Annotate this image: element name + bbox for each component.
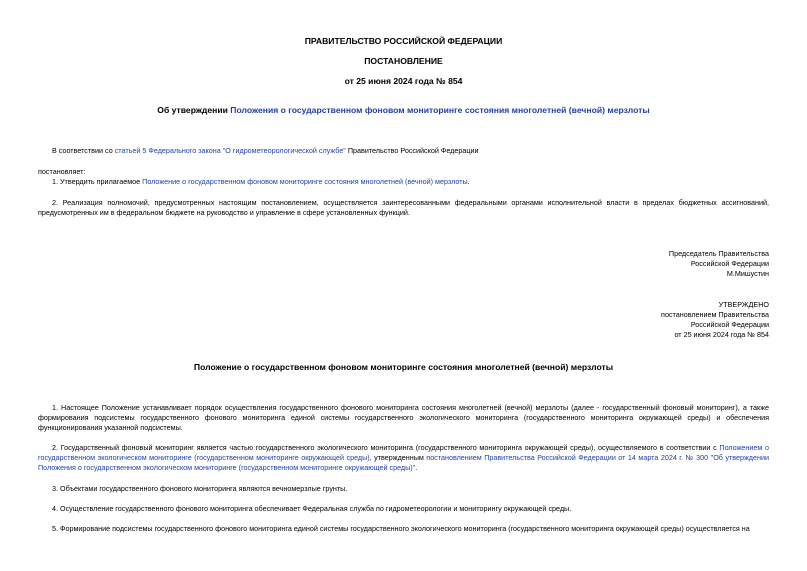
item-2: 2. Реализация полномочий, предусмотренных настоящим постановлением, осуществляется заинтересованными федеральными органами исполнительной власти в пределах бюджетных ассигнований, предусмотренных им в федеральном бюджете на руководство и управление в сфере установленных функций.	[38, 198, 769, 217]
signature-block	[569, 249, 769, 279]
signature-position: Председатель Правительства	[668, 249, 769, 258]
regulation-paragraph-3: 3. Объектами государственного фонового мониторинга являются вечномерзлые грунты.	[52, 484, 348, 493]
document-type-heading: ПОСТАНОВЛЕНИЕ	[364, 56, 443, 66]
approval-date-number: от 25 июня 2024 года № 854	[674, 330, 769, 339]
document-page	[38, 0, 769, 571]
approval-approved: УТВЕРЖДЕНО	[718, 300, 769, 309]
item-1-prefix: 1. Утвердить прилагаемое	[52, 177, 143, 186]
regulation-paragraph-2	[38, 443, 769, 473]
signature-name: М.Мишустин	[726, 269, 769, 278]
regulation-decree-300-link[interactable]: постановлением Правительства Российской Федерации от 14 марта 2024 г. № 300 "Об утверждении Положения о государственном экологическом мониторинге (государственном мониторинге окружающей среды)"	[38, 453, 769, 472]
regulation-paragraph-2-text-a: 2. Государственный фоновый мониторинг является частью государственного экологического мониторинга (государственного мониторинга окружающей среды), осуществляемого в соответствии с	[52, 443, 720, 452]
document-title	[38, 105, 769, 115]
regulation-title: Положение о государственном фоновом мониторинге состояния многолетней (вечной) мерзлоты	[193, 362, 614, 372]
approval-country: Российской Федерации	[690, 320, 769, 329]
preamble	[52, 146, 769, 156]
document-title-link[interactable]: Положения о государственном фоновом мониторинге состояния многолетней (вечной) мерзлоты	[230, 105, 650, 115]
document-title-prefix: Об утверждении	[157, 105, 231, 115]
regulation-paragraph-2-text-c: .	[415, 463, 418, 472]
item-1	[52, 177, 769, 187]
item-1-regulation-link[interactable]: Положение о государственном фоновом мониторинге состояния многолетней (вечной) мерзлоты	[142, 177, 468, 186]
regulation-paragraph-1: 1. Настоящее Положение устанавливает порядок осуществления государственного фонового мониторинга состояния многолетней (вечной) мерзлоты (далее - государственный фоновый мониторинг), а также формирования подсистемы государственного фонового мониторинга единой системы государственного экологического мониторинга (государственного мониторинга окружающей среды) и обеспечения функционирования указанной подсистемы.	[38, 403, 769, 432]
preamble-suffix: Правительство Российской Федерации	[345, 146, 479, 155]
approval-by-decree: постановлением Правительства	[661, 310, 769, 319]
document-date-number: от 25 июня 2024 года № 854	[344, 76, 463, 86]
regulation-paragraph-5: 5. Формирование подсистемы государственного фонового мониторинга единой системы государственного экологического мониторинга (государственного мониторинга окружающей среды) осуществляется на	[52, 524, 750, 533]
preamble-law-link[interactable]: статьей 5 Федерального закона "О гидрометеорологической службе"	[114, 146, 346, 155]
government-heading: ПРАВИТЕЛЬСТВО РОССИЙСКОЙ ФЕДЕРАЦИИ	[304, 36, 503, 46]
regulation-monitoring-link[interactable]: Положением о государственном экологическом мониторинге (государственном мониторинге окружающей среды)	[38, 443, 770, 462]
signature-country: Российской Федерации	[690, 259, 769, 268]
decrees-word: постановляет:	[38, 167, 86, 176]
regulation-paragraph-4: 4. Осуществление государственного фонового мониторинга обеспечивает Федеральная служба по гидрометеорологии и мониторингу окружающей среды.	[52, 504, 572, 513]
preamble-prefix: В соответствии со	[52, 146, 115, 155]
item-1-suffix: .	[467, 177, 470, 186]
regulation-paragraph-2-text-b: , утвержденным	[369, 453, 427, 462]
approval-block	[569, 300, 769, 340]
